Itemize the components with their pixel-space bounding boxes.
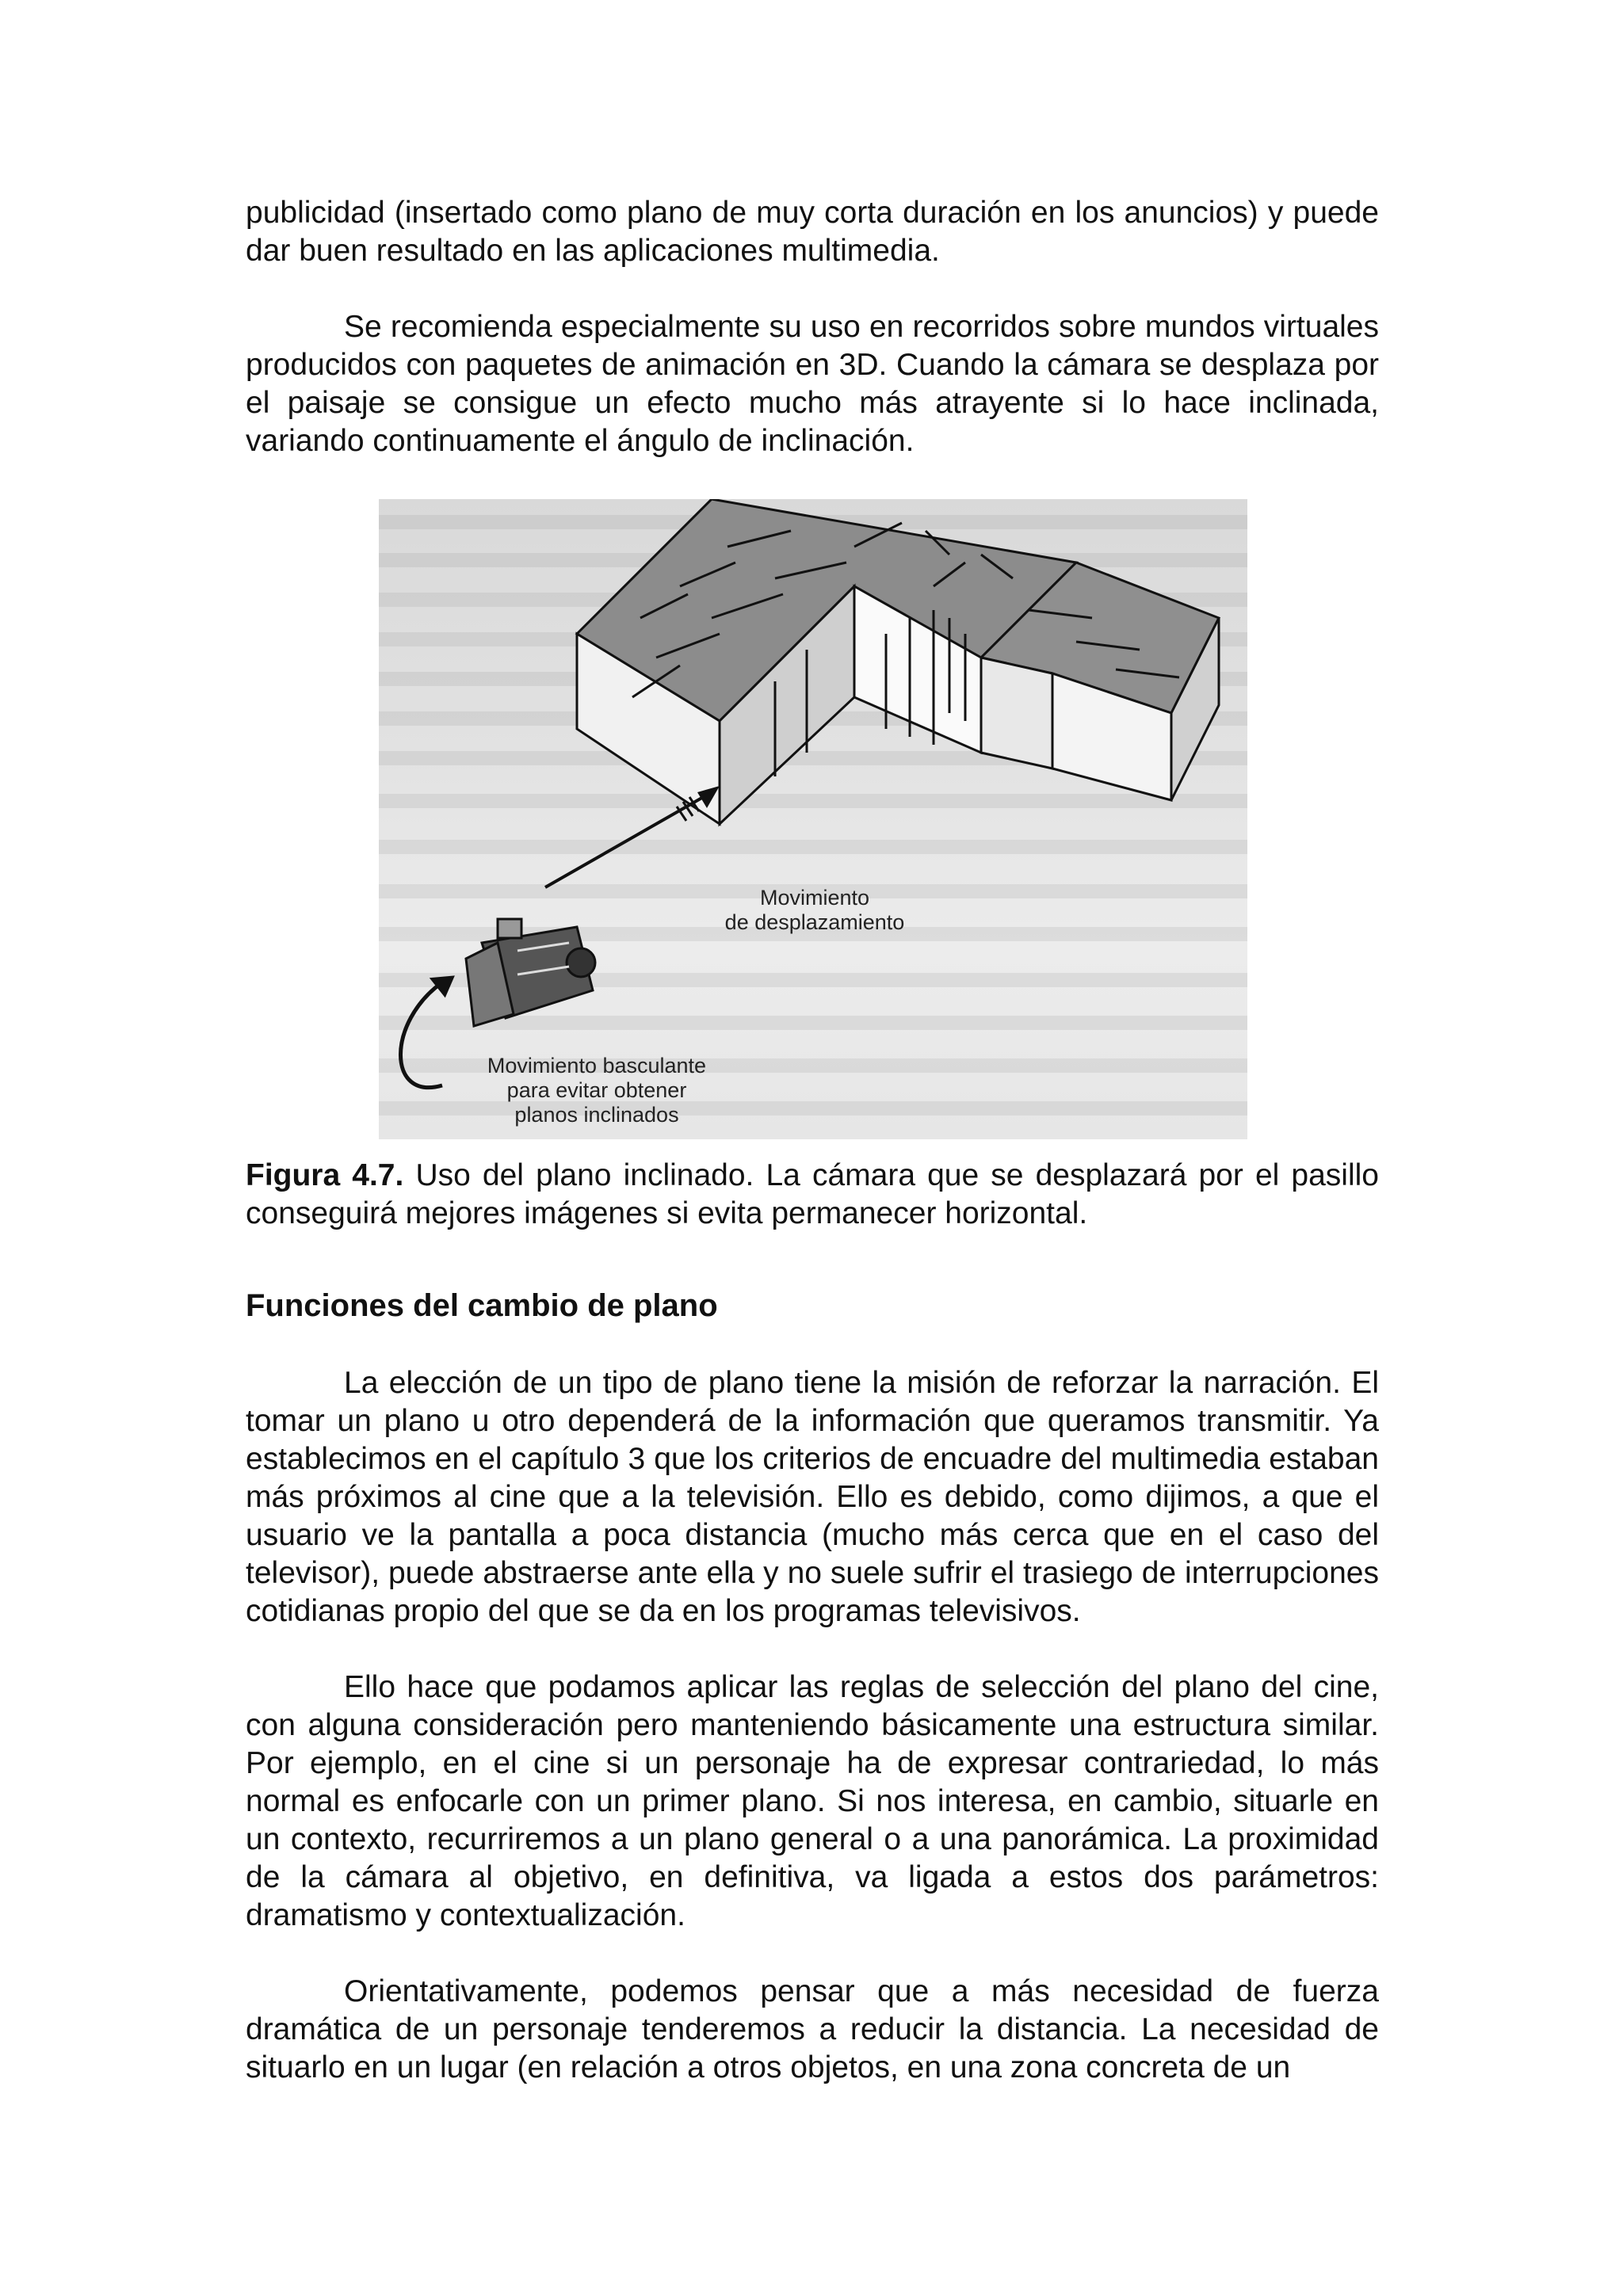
movement-arrow (545, 786, 720, 887)
movement-label-line-2: de desplazamiento (724, 910, 905, 934)
tilt-arrow (401, 965, 463, 1087)
intro-paragraph-2: Se recomienda especialmente su uso en recorridos sobre mundos virtuales producidos con paquetes de animación en 3D. Cuando la cámara se desplaza por el paisaje se consigue un efecto mucho más atrayente si lo hace inclinada, variando continuamente el ángulo de inclinación. (246, 310, 1379, 458)
figure-tilted-shot (379, 499, 1247, 1139)
tilt-label-line-2: para evitar obtener (506, 1078, 687, 1102)
tilt-label-line-1: Movimiento basculante (487, 1054, 707, 1077)
tilt-label (454, 1054, 739, 1127)
building-illustration (577, 499, 1219, 824)
section-paragraph-2: Ello hace que podamos aplicar las reglas de selección del plano del cine, con alguna consideración pero manteniendo básicamente una estructura similar. Por ejemplo, en el cine si un personaje ha de expresar contrariedad, lo más normal es enfocarle con un primer plano. Si nos interesa, en cambio, situarle en un contexto, recurriremos a un plano general o a una panorámica. La proximidad de la cámara al objetivo, en definitiva, va ligada a estos dos parámetros: dramatismo y contextualización. (246, 1670, 1379, 1932)
intro-text (246, 194, 1379, 460)
section-paragraph-3: Orientativamente, podemos pensar que a más necesidad de fuerza dramática de un personaje tenderemos a reducir la distancia. La necesidad de situarlo en un lugar (en relación a otros objetos, en una zona concreta de un (246, 1974, 1379, 2084)
movement-label (696, 886, 934, 935)
figure-number: Figura 4.7. (246, 1158, 404, 1192)
section-body (246, 1364, 1379, 2087)
figure-caption-text: Uso del plano inclinado. La cámara que se desplazará por el pasillo conseguirá mejores imágenes si evita permanecer horizontal. (246, 1158, 1379, 1230)
figure-illustration (379, 499, 1247, 1139)
movement-label-line-1: Movimiento (759, 886, 870, 910)
intro-paragraph-1: publicidad (insertado como plano de muy corta duración en los anuncios) y puede dar buen resultado en las aplicaciones multimedia. (246, 196, 1379, 268)
section-heading: Funciones del cambio de plano (246, 1288, 718, 1323)
figure-caption (246, 1157, 1379, 1233)
camera-illustration (466, 919, 595, 1026)
tilt-label-line-3: planos inclinados (514, 1103, 679, 1127)
section-paragraph-1: La elección de un tipo de plano tiene la misión de reforzar la narración. El tomar un plano u otro dependerá de la información que queramos transmitir. Ya establecimos en el capítulo 3 que los criterios de encuadre del multimedia estaban más próximos al cine que a la televisión. Ello es debido, como dijimos, a que el usuario ve la pantalla a poca distancia (mucho más cerca que en el caso del televisor), puede abstraerse ante ella y no suele sufrir el trasiego de interrupciones cotidianas propio del que se da en los programas televisivos. (246, 1366, 1379, 1628)
